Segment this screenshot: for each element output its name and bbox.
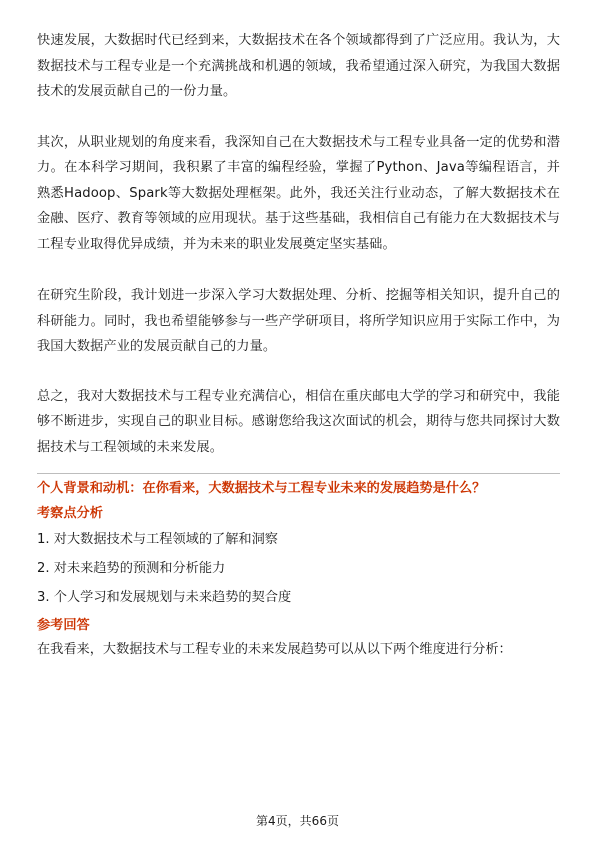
paragraph-graduate-plan: 在研究生阶段，我计划进一步深入学习大数据处理、分析、挖掘等相关知识，提升自己的科研能力。同时，我也希望能够参与一些产学研项目，将所学知识应用于实际工作中，为我国大数据产业的发展贡献自己的力量。	[37, 288, 560, 354]
list-item: 1. 对大数据技术与工程领域的了解和洞察	[37, 532, 278, 547]
paragraph-gap	[37, 257, 560, 283]
paragraph-conclusion: 总之，我对大数据技术与工程专业充满信心，相信在重庆邮电大学的学习和研究中，我能够不断进步，实现自己的职业目标。感谢您给我这次面试的机会，期待与您共同探讨大数据技术与工程领域的未来发展。	[37, 388, 560, 455]
reference-answer-text: 在我看来，大数据技术与工程专业的未来发展趋势可以从以下两个维度进行分析：	[37, 642, 512, 657]
analysis-heading: 考察点分析	[37, 506, 103, 521]
analysis-list	[37, 525, 560, 612]
paragraph-gap	[37, 105, 560, 130]
reference-answer-heading: 参考回答	[37, 618, 90, 633]
list-item: 3. 个人学习和发展规划与未来趋势的契合度	[37, 590, 292, 605]
document-page	[37, 28, 560, 662]
paragraph-gap	[37, 360, 560, 384]
paragraph-career-plan: 其次，从职业规划的角度来看，我深知自己在大数据技术与工程专业具备一定的优势和潜力。在本科学习期间，我积累了丰富的编程经验，掌握了Python、Java等编程语言，并熟悉Hadoop、Spark等大数据处理框架。此外，我还关注行业动态，了解大数据技术在金融、医疗、教育等领域的应用现状。基于这些基础，我相信自己有能力在大数据技术与工程专业取得优异成绩，并为未来的职业发展奠定坚实基础。	[37, 134, 560, 252]
interview-question: 个人背景和动机：在你看来，大数据技术与工程专业未来的发展趋势是什么？	[37, 481, 486, 496]
list-item: 2. 对未来趋势的预测和分析能力	[37, 561, 226, 576]
page-number: 第4页，共66页	[256, 814, 339, 828]
section-divider	[37, 473, 560, 474]
paragraph-motivation: 快速发展，大数据时代已经到来，大数据技术在各个领域都得到了广泛应用。我认为，大数据技术与工程专业是一个充满挑战和机遇的领域，我希望通过深入研究，为我国大数据技术的发展贡献自己的一份力量。	[37, 33, 560, 99]
